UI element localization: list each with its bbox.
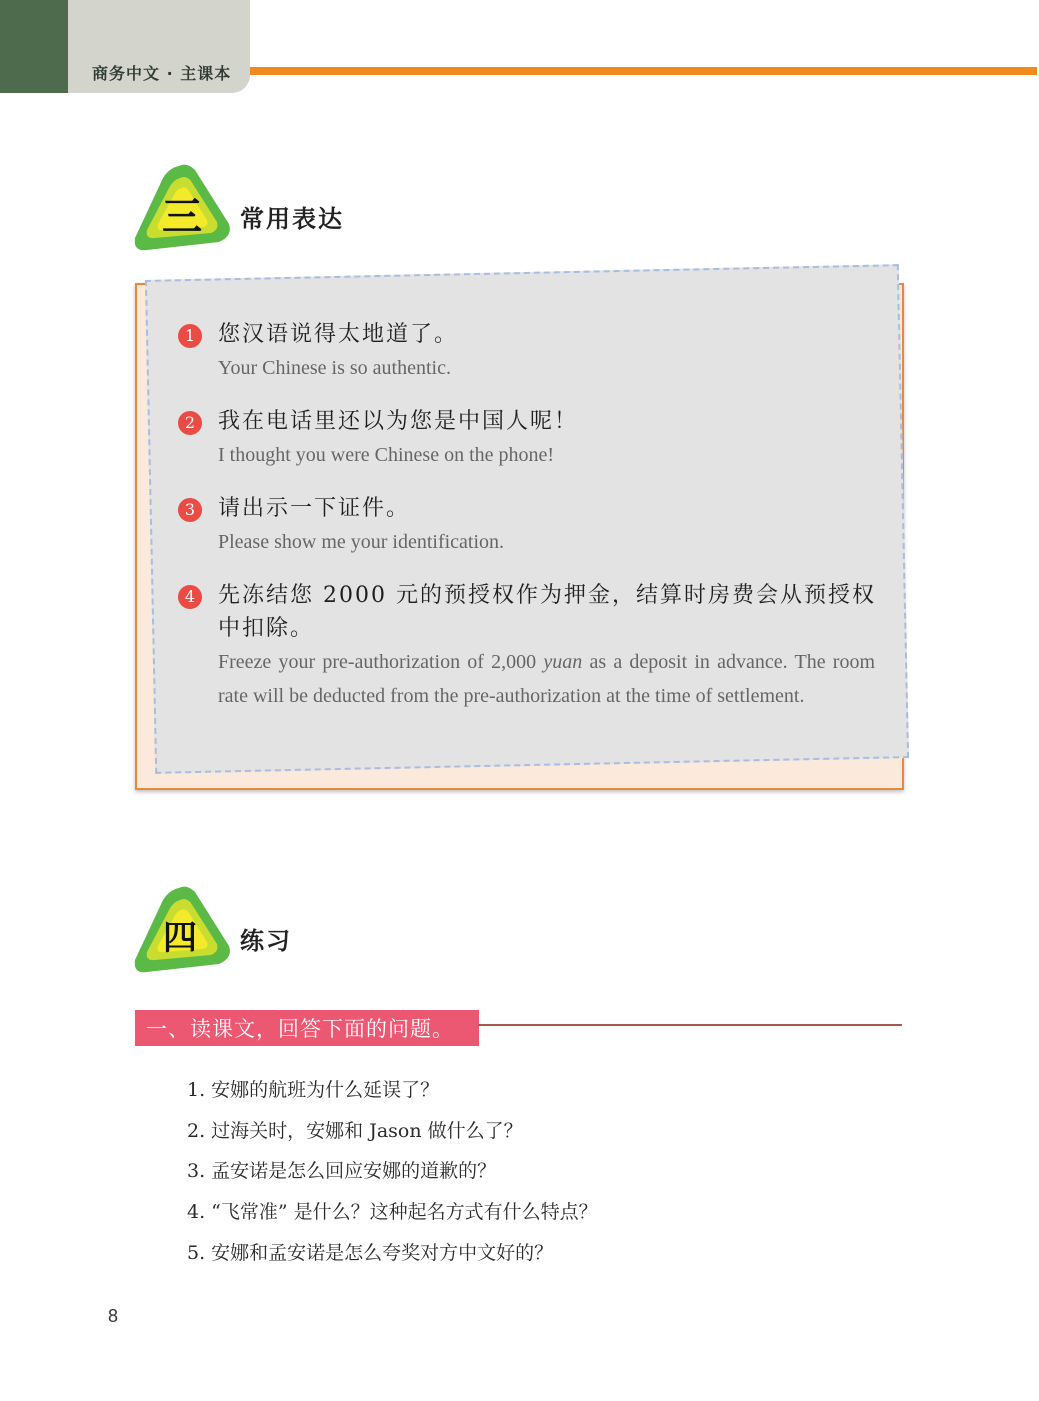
- expression-english: I thought you were Chinese on the phone!: [218, 444, 555, 466]
- expression-english: Please show me your identification.: [218, 531, 505, 553]
- section-title: 练习: [240, 927, 292, 955]
- exercise-rule: [478, 1024, 902, 1026]
- page-number: 8: [108, 1306, 119, 1326]
- expression-chinese: 请出示一下证件。: [218, 496, 411, 521]
- english-text: as a deposit in advance. The room rate will be deducted from the pre-authorization at the time of settlement.: [218, 651, 876, 707]
- number-badge: 2: [178, 411, 202, 435]
- expression-item: [178, 492, 878, 559]
- header-green-block: [0, 0, 70, 93]
- section-title: 常用表达: [240, 205, 344, 233]
- expression-item: [178, 579, 878, 713]
- expression-chinese: 您汉语说得太地道了。: [218, 322, 459, 347]
- number-badge: 3: [178, 498, 202, 522]
- number-badge: 1: [178, 324, 202, 348]
- expression-english: [218, 645, 875, 713]
- expression-item: [178, 405, 878, 472]
- number-badge: 4: [178, 585, 202, 609]
- expression-english: Your Chinese is so authentic.: [218, 357, 451, 379]
- english-italic-word: yuan: [543, 651, 583, 673]
- book-title: 商务中文 · 主课本: [92, 64, 232, 83]
- expression-item: [178, 318, 878, 385]
- section-numeral: 三: [162, 194, 202, 240]
- question-item: 1. 安娜的航班为什么延误了？: [187, 1079, 440, 1101]
- expression-chinese: 先冻结您 2000 元的预授权作为押金，结算时房费会从预授权中扣除。: [218, 583, 876, 641]
- expression-chinese: 我在电话里还以为您是中国人呢！: [218, 409, 579, 434]
- question-item: 5. 安娜和孟安诺是怎么夸奖对方中文好的？: [187, 1242, 554, 1264]
- question-item: 4. “飞常准” 是什么？这种起名方式有什么特点？: [187, 1201, 598, 1223]
- question-item: 3. 孟安诺是怎么回应安娜的道歉的？: [187, 1160, 497, 1182]
- section-numeral: 四: [163, 918, 197, 958]
- header-orange-rule: [250, 67, 1037, 75]
- question-item: 2. 过海关时，安娜和 Jason 做什么了？: [187, 1120, 523, 1142]
- exercise-title: 一、读课文，回答下面的问题。: [146, 1017, 454, 1041]
- english-text: Freeze your pre-authorization of 2,000: [218, 651, 544, 673]
